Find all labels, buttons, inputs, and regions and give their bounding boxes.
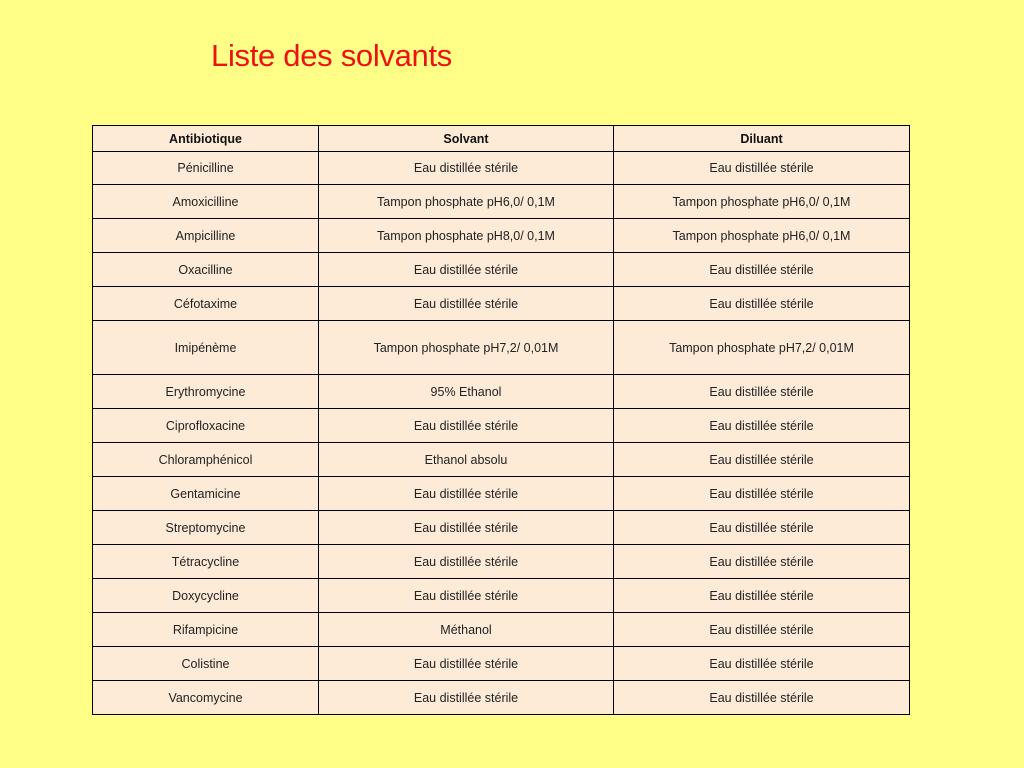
cell-solvant: Tampon phosphate pH7,2/ 0,01M: [319, 321, 614, 375]
table-row: [93, 287, 910, 321]
table-row: [93, 321, 910, 375]
cell-antibiotique: Pénicilline: [93, 152, 319, 185]
cell-solvant: Eau distillée stérile: [319, 477, 614, 511]
cell-diluant: Tampon phosphate pH6,0/ 0,1M: [614, 219, 910, 253]
cell-diluant: Eau distillée stérile: [614, 545, 910, 579]
table-row: [93, 219, 910, 253]
cell-solvant: Eau distillée stérile: [319, 647, 614, 681]
table-row: [93, 545, 910, 579]
slide-title: Liste des solvants: [211, 38, 453, 73]
cell-diluant: Eau distillée stérile: [614, 375, 910, 409]
cell-solvant: Eau distillée stérile: [319, 152, 614, 185]
cell-antibiotique: Erythromycine: [93, 375, 319, 409]
header-antibiotique: Antibiotique: [93, 126, 319, 152]
solvent-table: [92, 125, 910, 715]
cell-diluant: Eau distillée stérile: [614, 613, 910, 647]
table-row: [93, 409, 910, 443]
cell-solvant: Eau distillée stérile: [319, 511, 614, 545]
cell-antibiotique: Amoxicilline: [93, 185, 319, 219]
table-row: [93, 647, 910, 681]
cell-solvant: 95% Ethanol: [319, 375, 614, 409]
cell-diluant: Eau distillée stérile: [614, 152, 910, 185]
cell-solvant: Tampon phosphate pH8,0/ 0,1M: [319, 219, 614, 253]
cell-diluant: Eau distillée stérile: [614, 579, 910, 613]
table-row: [93, 152, 910, 185]
table-row: [93, 681, 910, 715]
cell-solvant: Eau distillée stérile: [319, 681, 614, 715]
cell-diluant: Eau distillée stérile: [614, 443, 910, 477]
cell-antibiotique: Oxacilline: [93, 253, 319, 287]
cell-diluant: Tampon phosphate pH7,2/ 0,01M: [614, 321, 910, 375]
table-header-row: [93, 126, 910, 152]
cell-antibiotique: Streptomycine: [93, 511, 319, 545]
cell-antibiotique: Chloramphénicol: [93, 443, 319, 477]
cell-antibiotique: Céfotaxime: [93, 287, 319, 321]
cell-solvant: Méthanol: [319, 613, 614, 647]
cell-diluant: Eau distillée stérile: [614, 681, 910, 715]
cell-solvant: Tampon phosphate pH6,0/ 0,1M: [319, 185, 614, 219]
cell-diluant: Eau distillée stérile: [614, 647, 910, 681]
cell-antibiotique: Gentamicine: [93, 477, 319, 511]
table-row: [93, 253, 910, 287]
table-row: [93, 375, 910, 409]
cell-solvant: Ethanol absolu: [319, 443, 614, 477]
cell-diluant: Eau distillée stérile: [614, 511, 910, 545]
cell-antibiotique: Rifampicine: [93, 613, 319, 647]
cell-antibiotique: Colistine: [93, 647, 319, 681]
cell-antibiotique: Ampicilline: [93, 219, 319, 253]
header-solvant: Solvant: [319, 126, 614, 152]
cell-antibiotique: Imipénème: [93, 321, 319, 375]
table-row: [93, 477, 910, 511]
cell-antibiotique: Doxycycline: [93, 579, 319, 613]
cell-antibiotique: Tétracycline: [93, 545, 319, 579]
header-diluant: Diluant: [614, 126, 910, 152]
cell-solvant: Eau distillée stérile: [319, 287, 614, 321]
cell-diluant: Eau distillée stérile: [614, 477, 910, 511]
cell-solvant: Eau distillée stérile: [319, 253, 614, 287]
cell-solvant: Eau distillée stérile: [319, 409, 614, 443]
cell-solvant: Eau distillée stérile: [319, 579, 614, 613]
table-row: [93, 443, 910, 477]
table-row: [93, 511, 910, 545]
cell-diluant: Eau distillée stérile: [614, 409, 910, 443]
cell-antibiotique: Vancomycine: [93, 681, 319, 715]
cell-diluant: Tampon phosphate pH6,0/ 0,1M: [614, 185, 910, 219]
cell-diluant: Eau distillée stérile: [614, 287, 910, 321]
table-row: [93, 185, 910, 219]
cell-diluant: Eau distillée stérile: [614, 253, 910, 287]
table-row: [93, 613, 910, 647]
cell-antibiotique: Ciprofloxacine: [93, 409, 319, 443]
cell-solvant: Eau distillée stérile: [319, 545, 614, 579]
table-row: [93, 579, 910, 613]
